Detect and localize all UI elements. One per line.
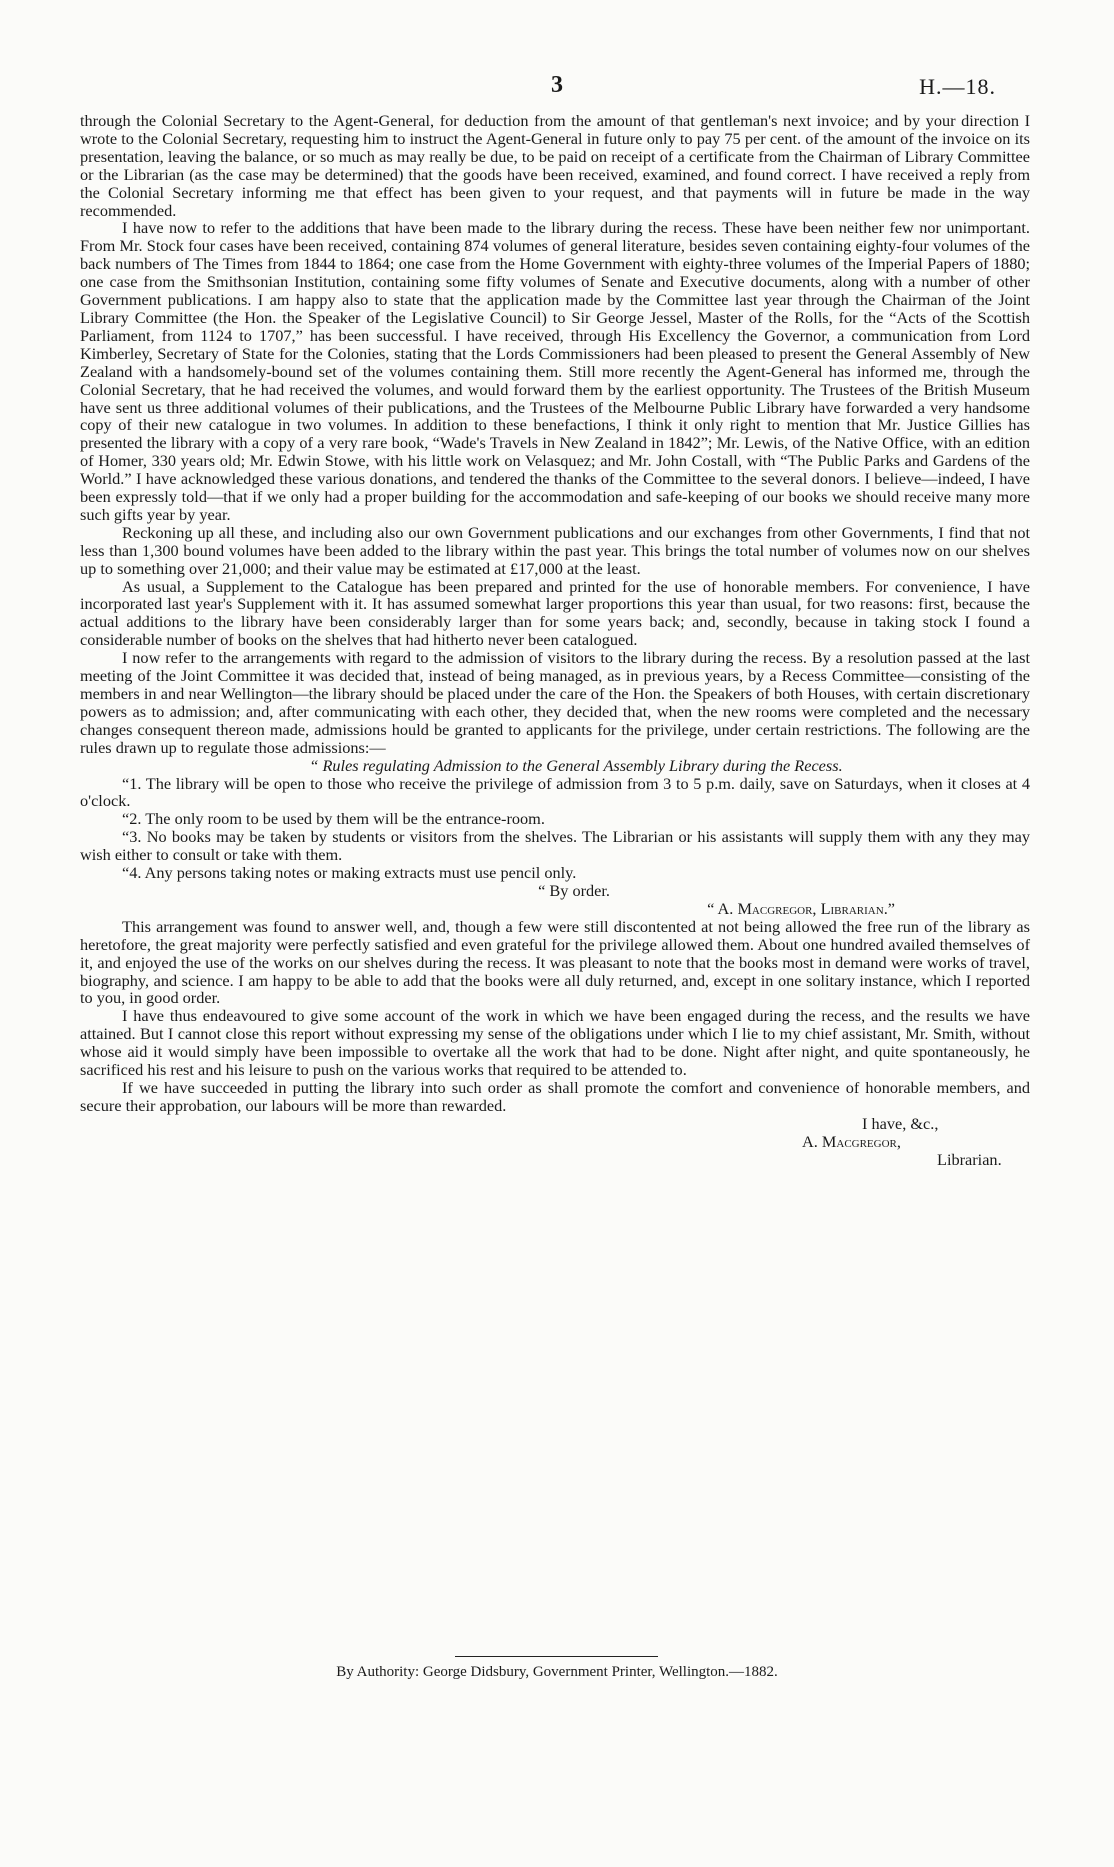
rules-title: “ Rules regulating Admission to the General Assembly Library during the Recess. <box>309 755 843 775</box>
paragraph: I now refer to the arrangements with regard to the admission of visitors to the library during the recess. By a resolution passed at the last meeting of the Joint Committee it was decided that, instead of being managed, as in previous years, by a Recess Committee—consisting of the members in and near Wellington—the library should be placed under the care of the Hon. the Speakers of both Houses, with certain discretionary powers as to admission; and, after communicating with each other, they decided that, when the new rooms were completed and the necessary changes consequent thereon made, admissions hould be granted to applicants for the privilege, under certain restrictions. The following are the rules drawn up to regulate those admissions:— <box>80 648 1030 757</box>
paragraph: Reckoning up all these, and including also our own Government publications and our exchanges from other Governments, I find that not less than 1,300 bound volumes have been added to the library within the past year. This brings the total number of volumes now on our shelves up to something over 21,000; and their value may be estimated at £17,000 at the least. <box>80 522 1030 578</box>
paragraph: This arrangement was found to answer well, and, though a few were still discontented at not being allowed the free run of the library as heretofore, the great majority were perfectly satisfied and even grateful for the privilege allowed them. About one hundred availed themselves of it, and enjoyed the use of the works on our shelves during the recess. It was pleasant to note that the books most in demand were works of travel, biography, and science. I am happy to be able to add that the books were all duly returned, and, except in one solitary instance, which I reported to you, in good order. <box>80 916 1030 1008</box>
paragraph: If we have succeeded in putting the library into such order as shall promote the comfort and convenience of honorable members, and secure their approbation, our labours will be more than rewarded. <box>80 1077 1030 1115</box>
footer-divider <box>455 1656 658 1657</box>
rule-item: “4. Any persons taking notes or making extracts must use pencil only. <box>122 863 577 883</box>
printer-footer: By Authority: George Didsbury, Government Printer, Wellington.—1882. <box>336 1664 778 1680</box>
rules-closing: “ By order. <box>538 880 610 900</box>
rule-item: “2. The only room to be used by them will be the entrance-room. <box>122 809 545 829</box>
report-body <box>80 112 1030 1168</box>
page-number: 3 <box>551 72 563 98</box>
paragraph: As usual, a Supplement to the Catalogue has been prepared and printed for the use of honorable members. For convenience, I have incorporated last year's Supplement with it. It has assumed somewhat larger proportions this year than usual, for two reasons: first, because the actual additions to the library have been considerably larger than for some years back; and, secondly, because in taking stock I found a considerable number of books on the shelves that had hitherto never been catalogued. <box>80 576 1030 650</box>
paragraph: through the Colonial Secretary to the Agent-General, for deduction from the amount of that gentleman's next invoice; and by your direction I wrote to the Colonial Secretary, requesting him to instruct the Agent-General in future only to pay 75 per cent. of the amount of the invoice on its presentation, leaving the balance, or so much as may really be due, to be paid on receipt of a certificate from the Chairman of Library Committee or the Librarian (as the case may be determined) that the goods have been received, examined, and found correct. I have received a reply from the Colonial Secretary informing me that effect has been given to your request, and that payments will in future be made in the way recommended. <box>80 111 1030 220</box>
rule-item: “1. The library will be open to those who receive the privilege of admission from 3 to 5 p.m. daily, save on Saturdays, when it closes at 4 o'clock. <box>80 773 1030 811</box>
document-reference: H.—18. <box>919 74 996 99</box>
rules-signature: “ A. Macgregor, Librarian.” <box>707 898 895 918</box>
signoff-title: Librarian. <box>937 1149 1002 1169</box>
paragraph: I have now to refer to the additions that have been made to the library during the recess. These have been neither few nor unimportant. From Mr. Stock four cases have been received, containing 874 volumes of general literature, besides seven containing eighty-four volumes of the back numbers of The Times from 1844 to 1864; one case from the Home Government with eighty-three volumes of the Imperial Papers of 1880; one case from the Smithsonian Institution, containing some fifty volumes of Senate and Executive documents, along with a number of other Government publications. I am happy also to state that the application made by the Committee last year through the Chairman of the Joint Library Committee (the Hon. the Speaker of the Legislative Council) to Sir George Jessel, Master of the Rolls, for the “Acts of the Scottish Parliament, from 1124 to 1707,” has been successful. I have received, through His Excellency the Governor, a communication from Lord Kimberley, Secretary of State for the Colonies, stating that the Lords Commissioners had been pleased to present the General Assembly of New Zealand with a handsomely-bound set of the volumes containing them. Still more recently the Agent-General has informed me, through the Colonial Secretary, that he had received the volumes, and would forward them by the earliest opportunity. The Trustees of the British Museum have sent us three additional volumes of their publications, and the Trustees of the Melbourne Public Library have forwarded a very handsome copy of their new catalogue in two volumes. In addition to these benefactions, I think it only right to mention that Mr. Justice Gillies has presented the library with a copy of a very rare book, “Wade's Travels in New Zealand in 1842”; Mr. Lewis, of the Native Office, with an edition of Homer, 330 years old; Mr. Edwin Stowe, with his little work on Velasquez; and Mr. John Costall, with “The Public Parks and Gardens of the World.” I have acknowledged these various donations, and tendered the thanks of the Committee to the several donors. I believe—indeed, I have been expressly told—that if we only had a proper building for the accommodation and safe-keeping of our books we should receive many more such gifts year by year. <box>80 218 1030 524</box>
paragraph: I have thus endeavoured to give some account of the work in which we have been engaged during the recess, and the results we have attained. But I cannot close this report without expressing my sense of the obligations under which I lie to my chief assistant, Mr. Smith, without whose aid it would simply have been impossible to overtake all the work that had to be done. Night after night, and quite spontaneously, he sacrificed his rest and his leisure to push on the various works that required to be attended to. <box>80 1006 1030 1080</box>
signoff-name: A. Macgregor, <box>802 1131 901 1151</box>
signoff-closing: I have, &c., <box>862 1113 939 1133</box>
rule-item: “3. No books may be taken by students or visitors from the shelves. The Librarian or his assistants will supply them with any they may wish either to consult or take with them. <box>80 827 1030 865</box>
